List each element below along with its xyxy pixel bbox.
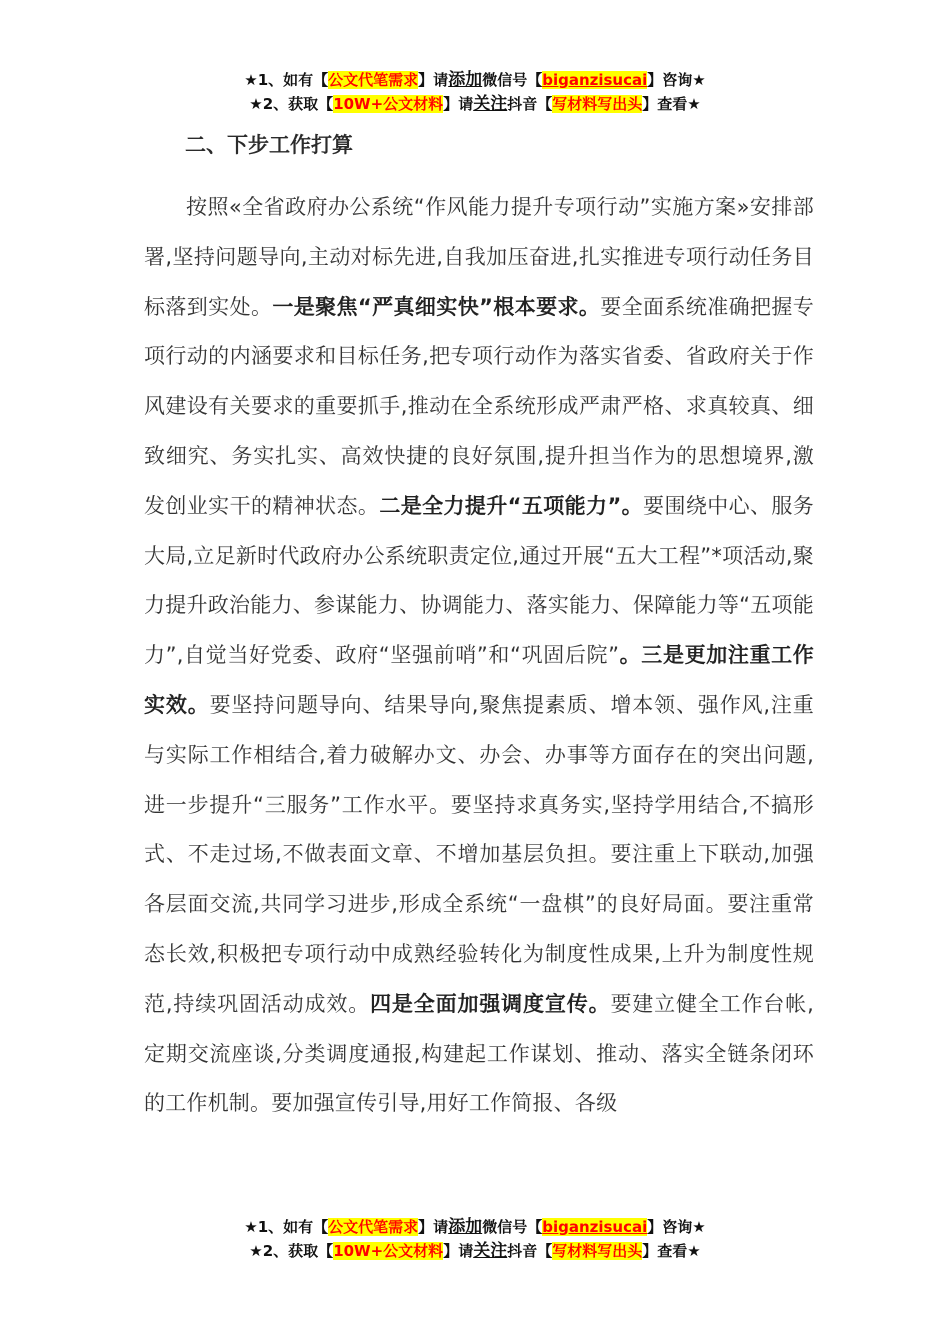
- banner-highlight-materials: 10W+公文材料: [333, 1242, 444, 1260]
- wechat-id-link[interactable]: biganzisucai: [542, 1218, 648, 1236]
- section-heading: 二、下步工作打算: [185, 133, 353, 157]
- banner-highlight-materials: 10W+公文材料: [333, 95, 444, 113]
- point-three-bold: 。三是更加注重工作实效。: [144, 643, 814, 717]
- banner-highlight-service: 公文代笔需求: [328, 71, 419, 89]
- banner-line-2: ★2、获取【10W+公文材料】请关注抖音【写材料写出头】查看★: [249, 1241, 701, 1261]
- banner-line-1: ★1、如有【公文代笔需求】请添加微信号【biganzisucai】咨询★: [244, 1217, 706, 1237]
- banner-line-1: ★1、如有【公文代笔需求】请添加微信号【biganzisucai】咨询★: [244, 70, 706, 90]
- body-paragraph: 按照«全省政府办公系统“作风能力提升专项行动”实施方案»安排部署,坚持问题导向,主动对标先进,自我加压奋进,扎实推进专项行动任务目标落到实处。一是聚焦“严真细实快”根本要求。要全面系统准确把握专项行动的内涵要求和目标任务,把专项行动作为落实省委、省政府关于作风建设有关要求的重要抓手,推动在全系统形成严肃严格、求真较真、细致细究、务实扎实、高效快捷的良好氛围,提升担当作为的思想境界,激发创业实干的精神状态。二是全力提升“五项能力”。要围绕中心、服务大局,立足新时代政府办公系统职责定位,通过开展“五大工程”*项活动,聚力提升政治能力、参谋能力、协调能力、落实能力、保障能力等“五项能力”,自觉当好党委、政府“坚强前哨”和“巩固后院”。三是更加注重工作实效。要坚持问题导向、结果导向,聚焦提素质、增本领、强作风,注重与实际工作相结合,着力破解办文、办会、办事等方面存在的突出问题,进一步提升“三服务”工作水平。要坚持求真务实,坚持学用结合,不搞形式、不走过场,不做表面文章、不增加基层负担。要注重上下联动,加强各层面交流,共同学习进步,形成全系统“一盘棋”的良好局面。要注重常态长效,积极把专项行动中成熟经验转化为制度性成果,上升为制度性规范,持续巩固活动成效。四是全面加强调度宣传。要建立健全工作台帐,定期交流座谈,分类调度通报,构建起工作谋划、推动、落实全链条闭环的工作机制。要加强宣传引导,用好工作简报、各级: [144, 195, 815, 1116]
- point-four-bold: 四是全面加强调度宣传。: [370, 991, 611, 1016]
- bottom-banner: [0, 1215, 950, 1263]
- banner-line-2: ★2、获取【10W+公文材料】请关注抖音【写材料写出头】查看★: [249, 94, 701, 114]
- top-banner: [0, 68, 950, 116]
- douyin-account-highlight: 写材料写出头: [552, 1242, 643, 1260]
- wechat-id-link[interactable]: biganzisucai: [542, 71, 648, 89]
- point-one-bold: 一是聚焦“严真细实快”根本要求。: [272, 294, 601, 319]
- banner-highlight-service: 公文代笔需求: [328, 1218, 419, 1236]
- douyin-account-highlight: 写材料写出头: [552, 95, 643, 113]
- point-two-bold: 二是全力提升“五项能力”。: [379, 493, 644, 518]
